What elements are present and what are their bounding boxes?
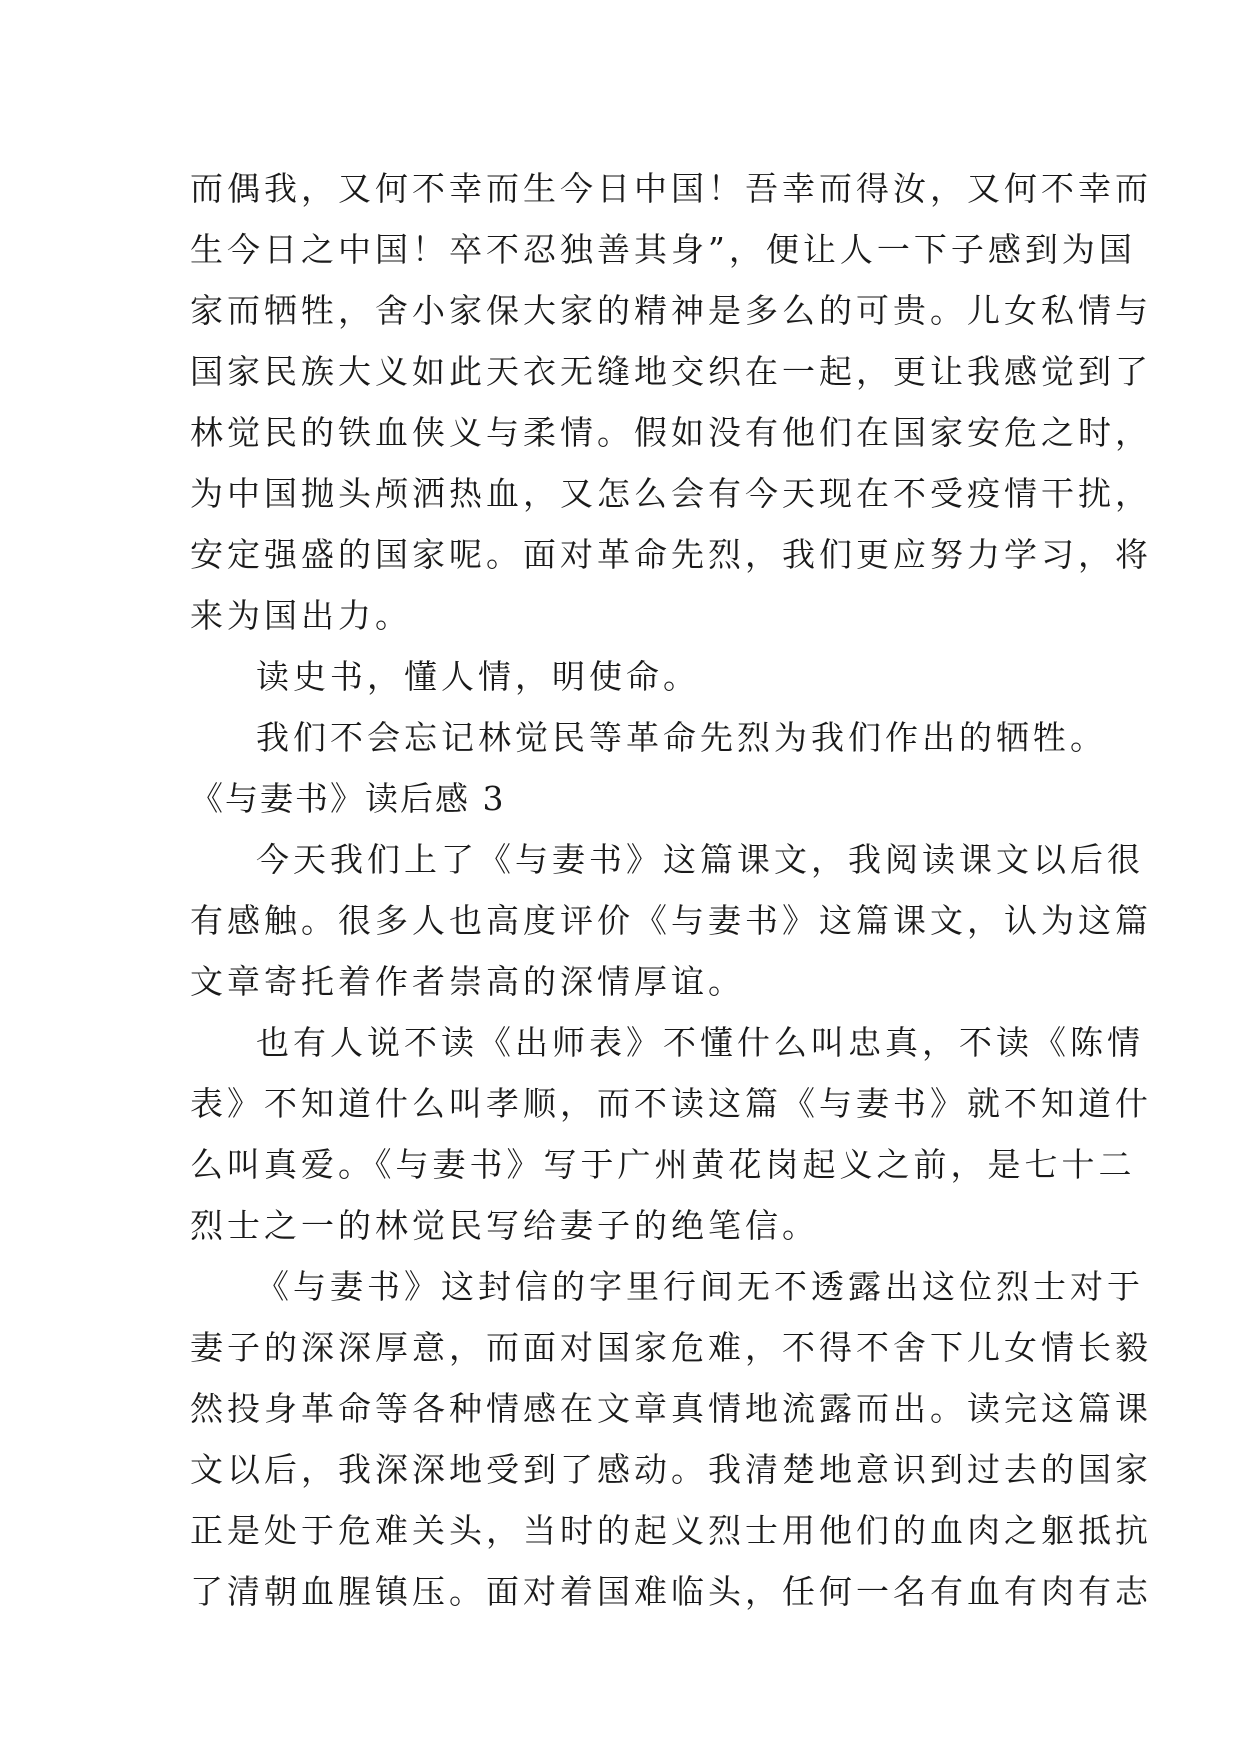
text-line: 为中国抛头颅洒热血，又怎么会有今天现在不受疫情干扰， xyxy=(190,474,1152,513)
text-line: 家而牺牲，舍小家保大家的精神是多么的可贵。儿女私情与 xyxy=(190,291,1152,330)
text-line: 然投身革命等各种情感在文章真情地流露而出。读完这篇课 xyxy=(190,1389,1152,1428)
text-line: 么叫真爱。《与妻书》写于广州黄花岗起义之前，是七十二 xyxy=(190,1145,1136,1184)
text-line: 而偶我，又何不幸而生今日中国！吾幸而得汝，又何不幸而 xyxy=(190,169,1152,208)
text-line: 烈士之一的林觉民写给妻子的绝笔信。 xyxy=(190,1206,819,1245)
text-line: 《与妻书》这封信的字里行间无不透露出这位烈士对于 xyxy=(256,1267,1144,1306)
text-line: 也有人说不读《出师表》不懂什么叫忠真，不读《陈情 xyxy=(256,1023,1144,1062)
text-line: 我们不会忘记林觉民等革命先烈为我们作出的牺牲。 xyxy=(256,718,1107,757)
text-line: 今天我们上了《与妻书》这篇课文，我阅读课文以后很 xyxy=(256,840,1144,879)
text-line: 国家民族大义如此天衣无缝地交织在一起，更让我感觉到了 xyxy=(190,352,1152,391)
text-line: 有感触。很多人也高度评价《与妻书》这篇课文，认为这篇 xyxy=(190,901,1152,940)
text-line: 了清朝血腥镇压。面对着国难临头，任何一名有血有肉有志 xyxy=(190,1572,1152,1611)
text-line: 林觉民的铁血侠义与柔情。假如没有他们在国家安危之时， xyxy=(190,413,1152,452)
text-line: 生今日之中国！卒不忍独善其身”，便让人一下子感到为国 xyxy=(190,230,1136,269)
text-line: 读史书，懂人情，明使命。 xyxy=(256,657,700,696)
text-line: 文章寄托着作者崇高的深情厚谊。 xyxy=(190,962,745,1001)
text-line: 来为国出力。 xyxy=(190,596,412,635)
text-line: 表》不知道什么叫孝顺，而不读这篇《与妻书》就不知道什 xyxy=(190,1084,1152,1123)
text-line: 文以后，我深深地受到了感动。我清楚地意识到过去的国家 xyxy=(190,1450,1152,1489)
text-line: 妻子的深深厚意，而面对国家危难，不得不舍下儿女情长毅 xyxy=(190,1328,1152,1367)
text-line: 正是处于危难关头，当时的起义烈士用他们的血肉之躯抵抗 xyxy=(190,1511,1152,1550)
document-body xyxy=(190,158,1152,1622)
section-heading: 《与妻书》读后感 3 xyxy=(190,779,506,818)
text-line: 安定强盛的国家呢。面对革命先烈，我们更应努力学习，将 xyxy=(190,535,1152,574)
